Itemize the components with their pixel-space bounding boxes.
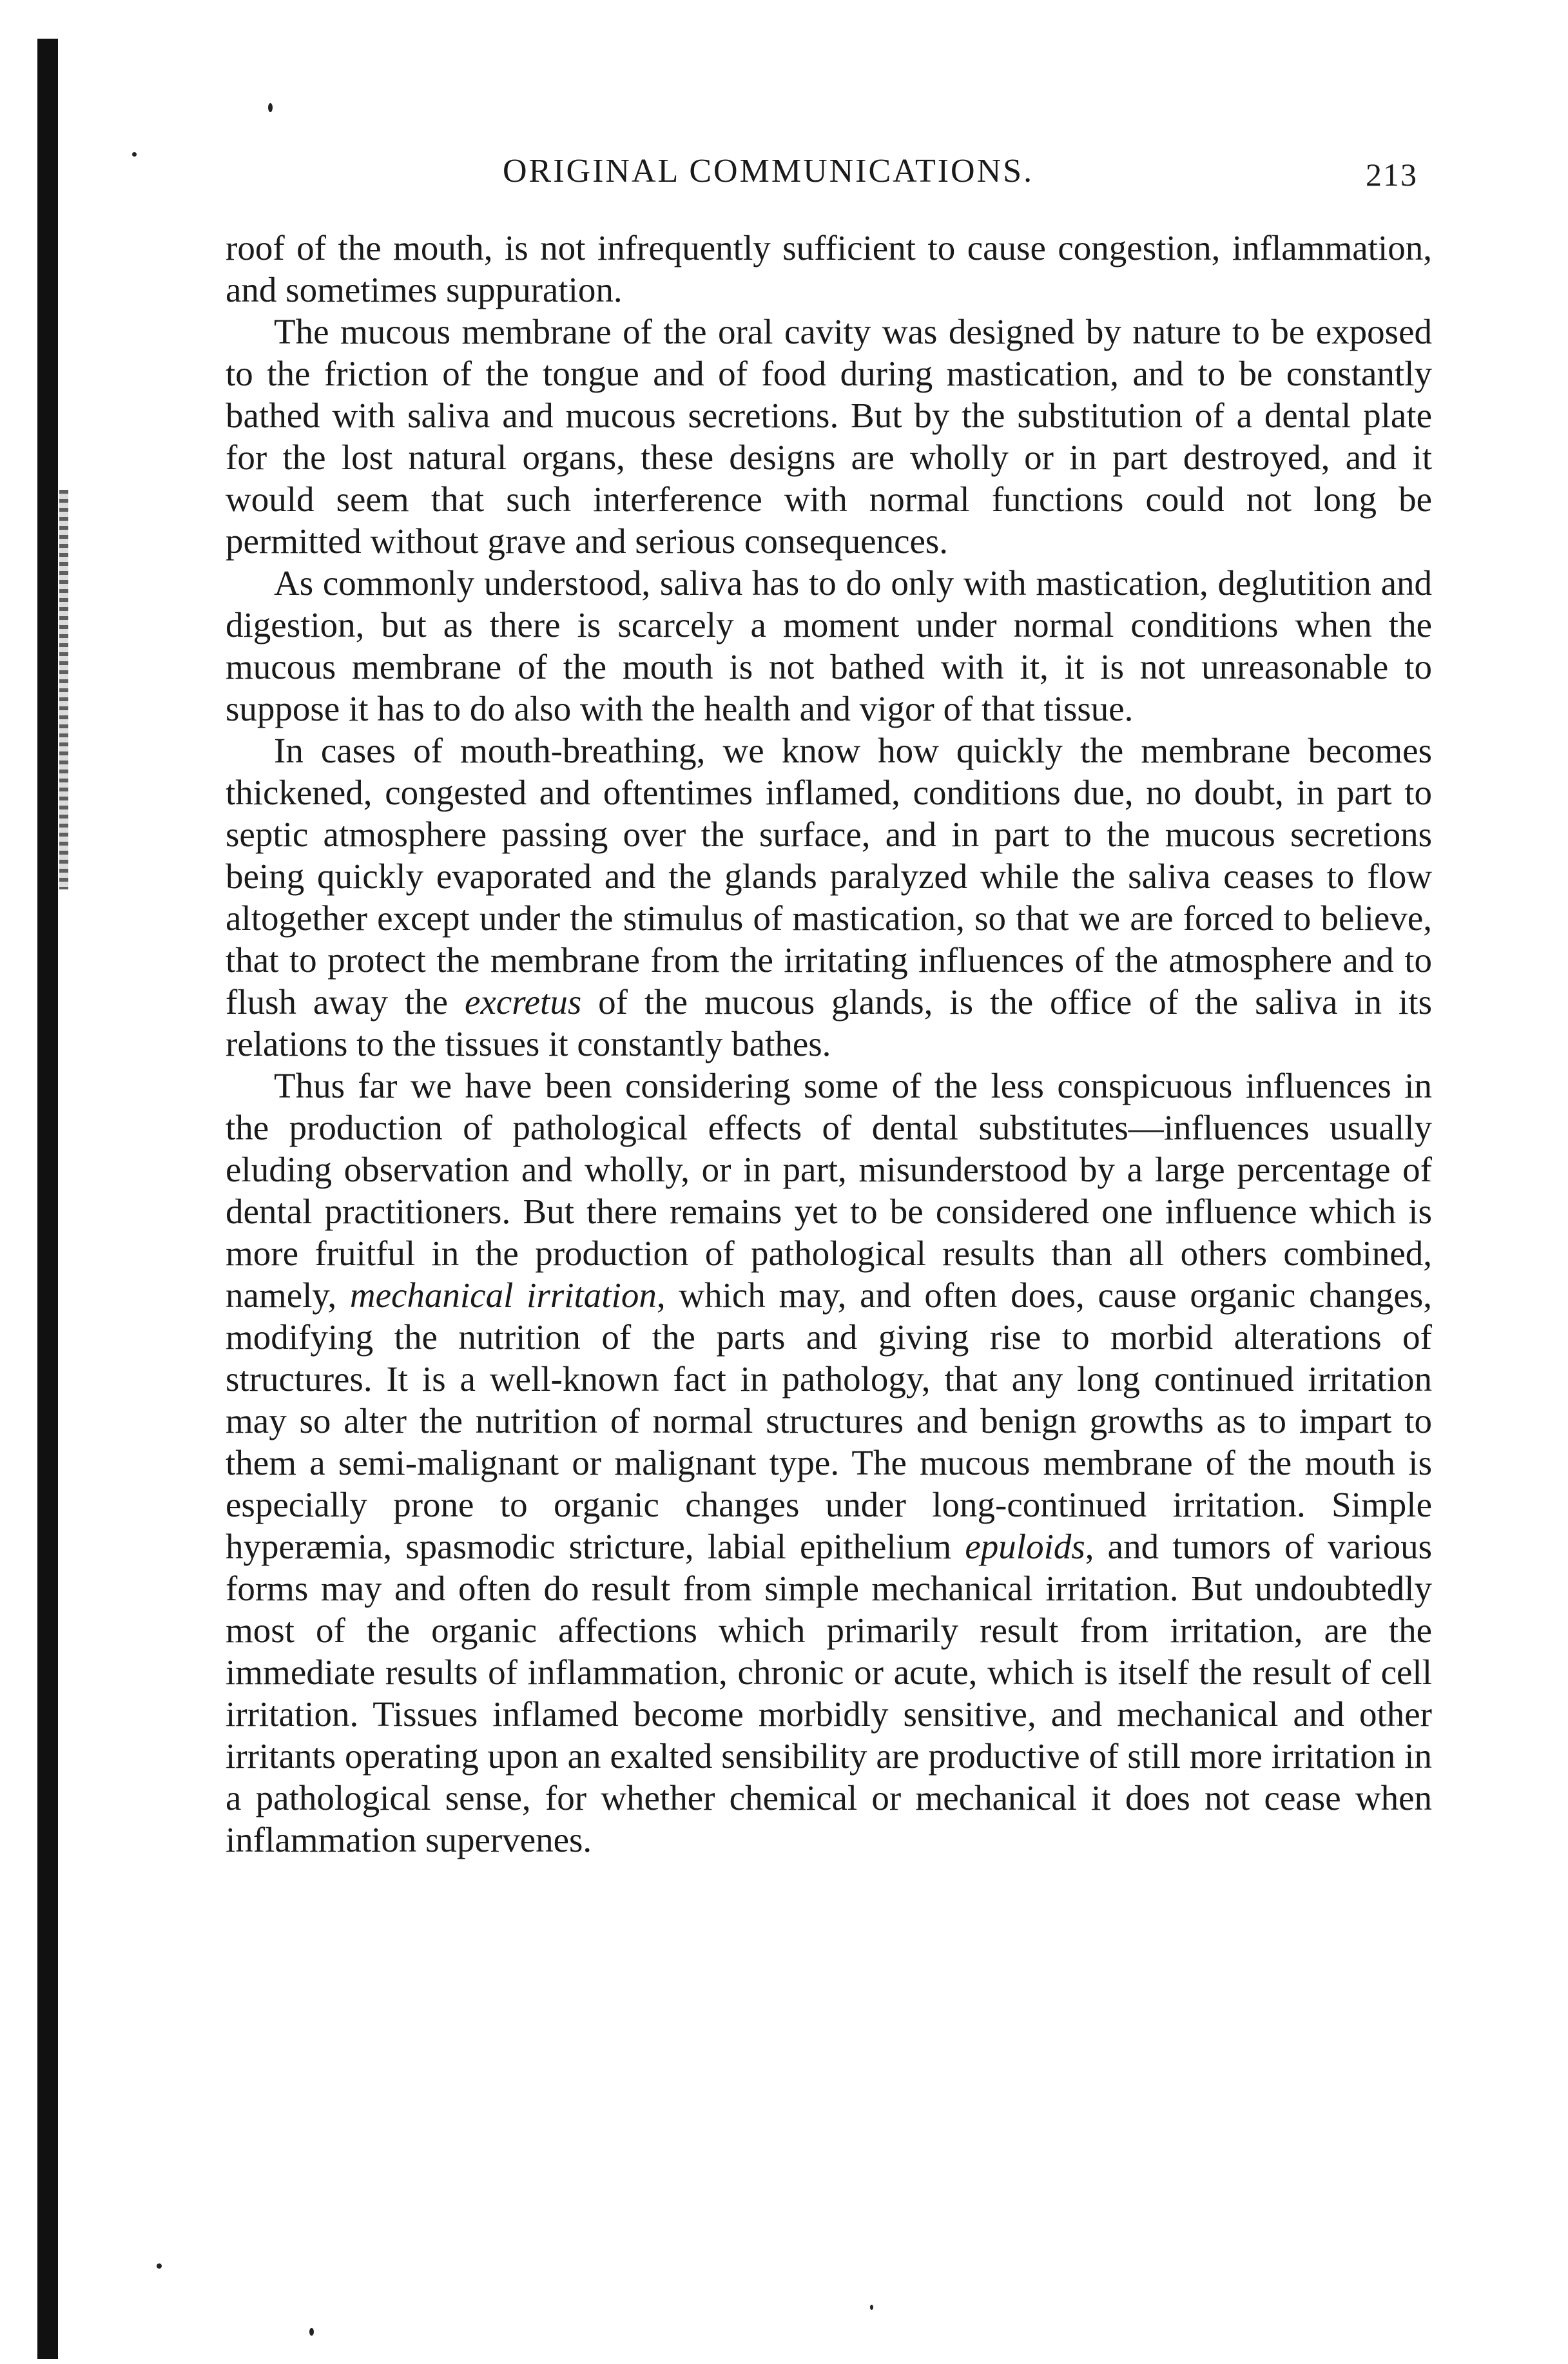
- page-header: [503, 152, 1457, 204]
- binding-edge: [37, 39, 58, 2359]
- ink-speck: [268, 103, 273, 112]
- paragraph: [226, 562, 1432, 730]
- paragraph: [226, 311, 1432, 562]
- body-text: [226, 227, 1432, 1861]
- ink-speck: [132, 152, 137, 157]
- paragraph-text: , and tumors of various forms may and often do result from simple mechanical irritation. But undoubtedly most of the organic affections which primarily result from irritation, are the immediate results of inflammation, chronic or acute, which is itself the result of cell irritation. Tissues inflamed become morbidly sensitive, and mechanical and other irritants operating upon an exalted sensibility are productive of still more irritation in a pathological sense, for whether chemical or mechanical it does not cease when inflammation supervenes.: [226, 1527, 1432, 1859]
- italic-term: excretus: [465, 982, 582, 1022]
- italic-term: mechanical irritation: [349, 1275, 657, 1315]
- binding-edge-texture: [59, 490, 68, 889]
- paragraph-text: In cases of mouth-breathing, we know how quickly the membrane becomes thickened, congested and oftentimes inflamed, conditions due, no doubt, in part to septic atmosphere passing over the surface, and in part to the mucous secretions being quickly evaporated and the glands paralyzed while the saliva ceases to flow altogether except under the stimulus of mastication, so that we are forced to believe, that to protect the membrane from the irritating influences of the atmosphere and to flush away the: [226, 731, 1432, 1022]
- paragraph-text: of the mucous glands, is the office of the saliva in its relations to the tissues it constantly bathes.: [226, 982, 1432, 1063]
- paragraph-text: The mucous membrane of the oral cavity was designed by nature to be exposed to the friction of the tongue and of food during mastication, and to be constantly bathed with saliva and mucous secretions. But by the substitution of a dental plate for the lost natural organs, these designs are wholly or in part destroyed, and it would seem that such interference with normal functions could not long be permitted without grave and serious consequences.: [226, 312, 1432, 561]
- page-number: 213: [1366, 157, 1418, 193]
- italic-term: epuloids: [965, 1527, 1085, 1566]
- ink-speck: [309, 2328, 314, 2336]
- paragraph: [226, 730, 1432, 1065]
- paragraph: [226, 1065, 1432, 1861]
- ink-speck: [870, 2305, 873, 2310]
- paragraph-text: Thus far we have been considering some of the less conspicuous influences in the production of pathological effects of dental substitutes—influences usually eluding observation and wholly, or in part, misunderstood by a large percentage of dental practitioners. But there remains yet to be considered one influence which is more fruitful in the production of pathological results than all others combined, namely,: [226, 1066, 1432, 1315]
- ink-speck: [157, 2263, 162, 2269]
- paragraph-text: , which may, and often does, cause organic changes, modifying the nutrition of the parts and giving rise to morbid alterations of structures. It is a well-known fact in pathology, that any long continued irritation may so alter the nutrition of normal structures and benign growths as to impart to them a semi-malignant or malignant type. The mucous membrane of the mouth is especially prone to organic changes under long-continued irritation. Simple hyperæmia, spasmodic stricture, labial epithelium: [226, 1275, 1432, 1566]
- paragraph: [226, 227, 1432, 311]
- paragraph-text: As commonly understood, saliva has to do only with mastication, deglutition and digestion, but as there is scarcely a moment under normal conditions when the mucous membrane of the mouth is not bathed with it, it is not unreasonable to suppose it has to do also with the health and vigor of that tissue.: [226, 563, 1432, 728]
- paragraph-text: roof of the mouth, is not infrequently sufficient to cause congestion, inflammation, and sometimes suppuration.: [226, 228, 1432, 309]
- running-title: ORIGINAL COMMUNICATIONS.: [503, 153, 1034, 189]
